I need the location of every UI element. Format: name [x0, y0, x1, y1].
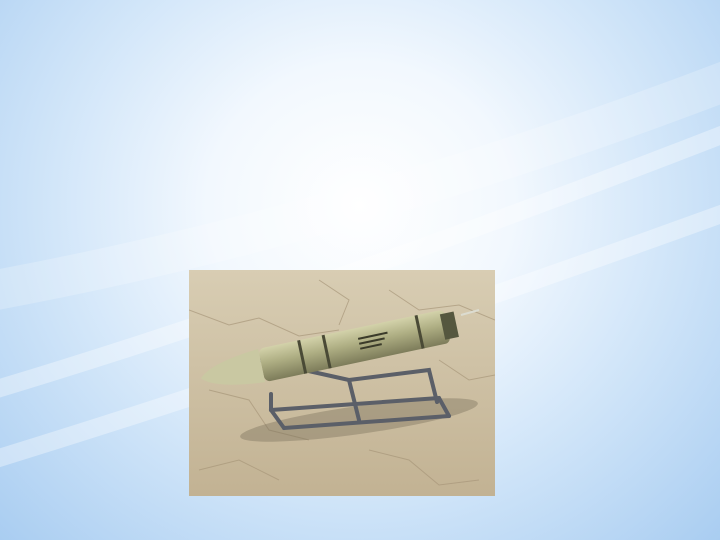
rocket-photo: [189, 270, 495, 496]
